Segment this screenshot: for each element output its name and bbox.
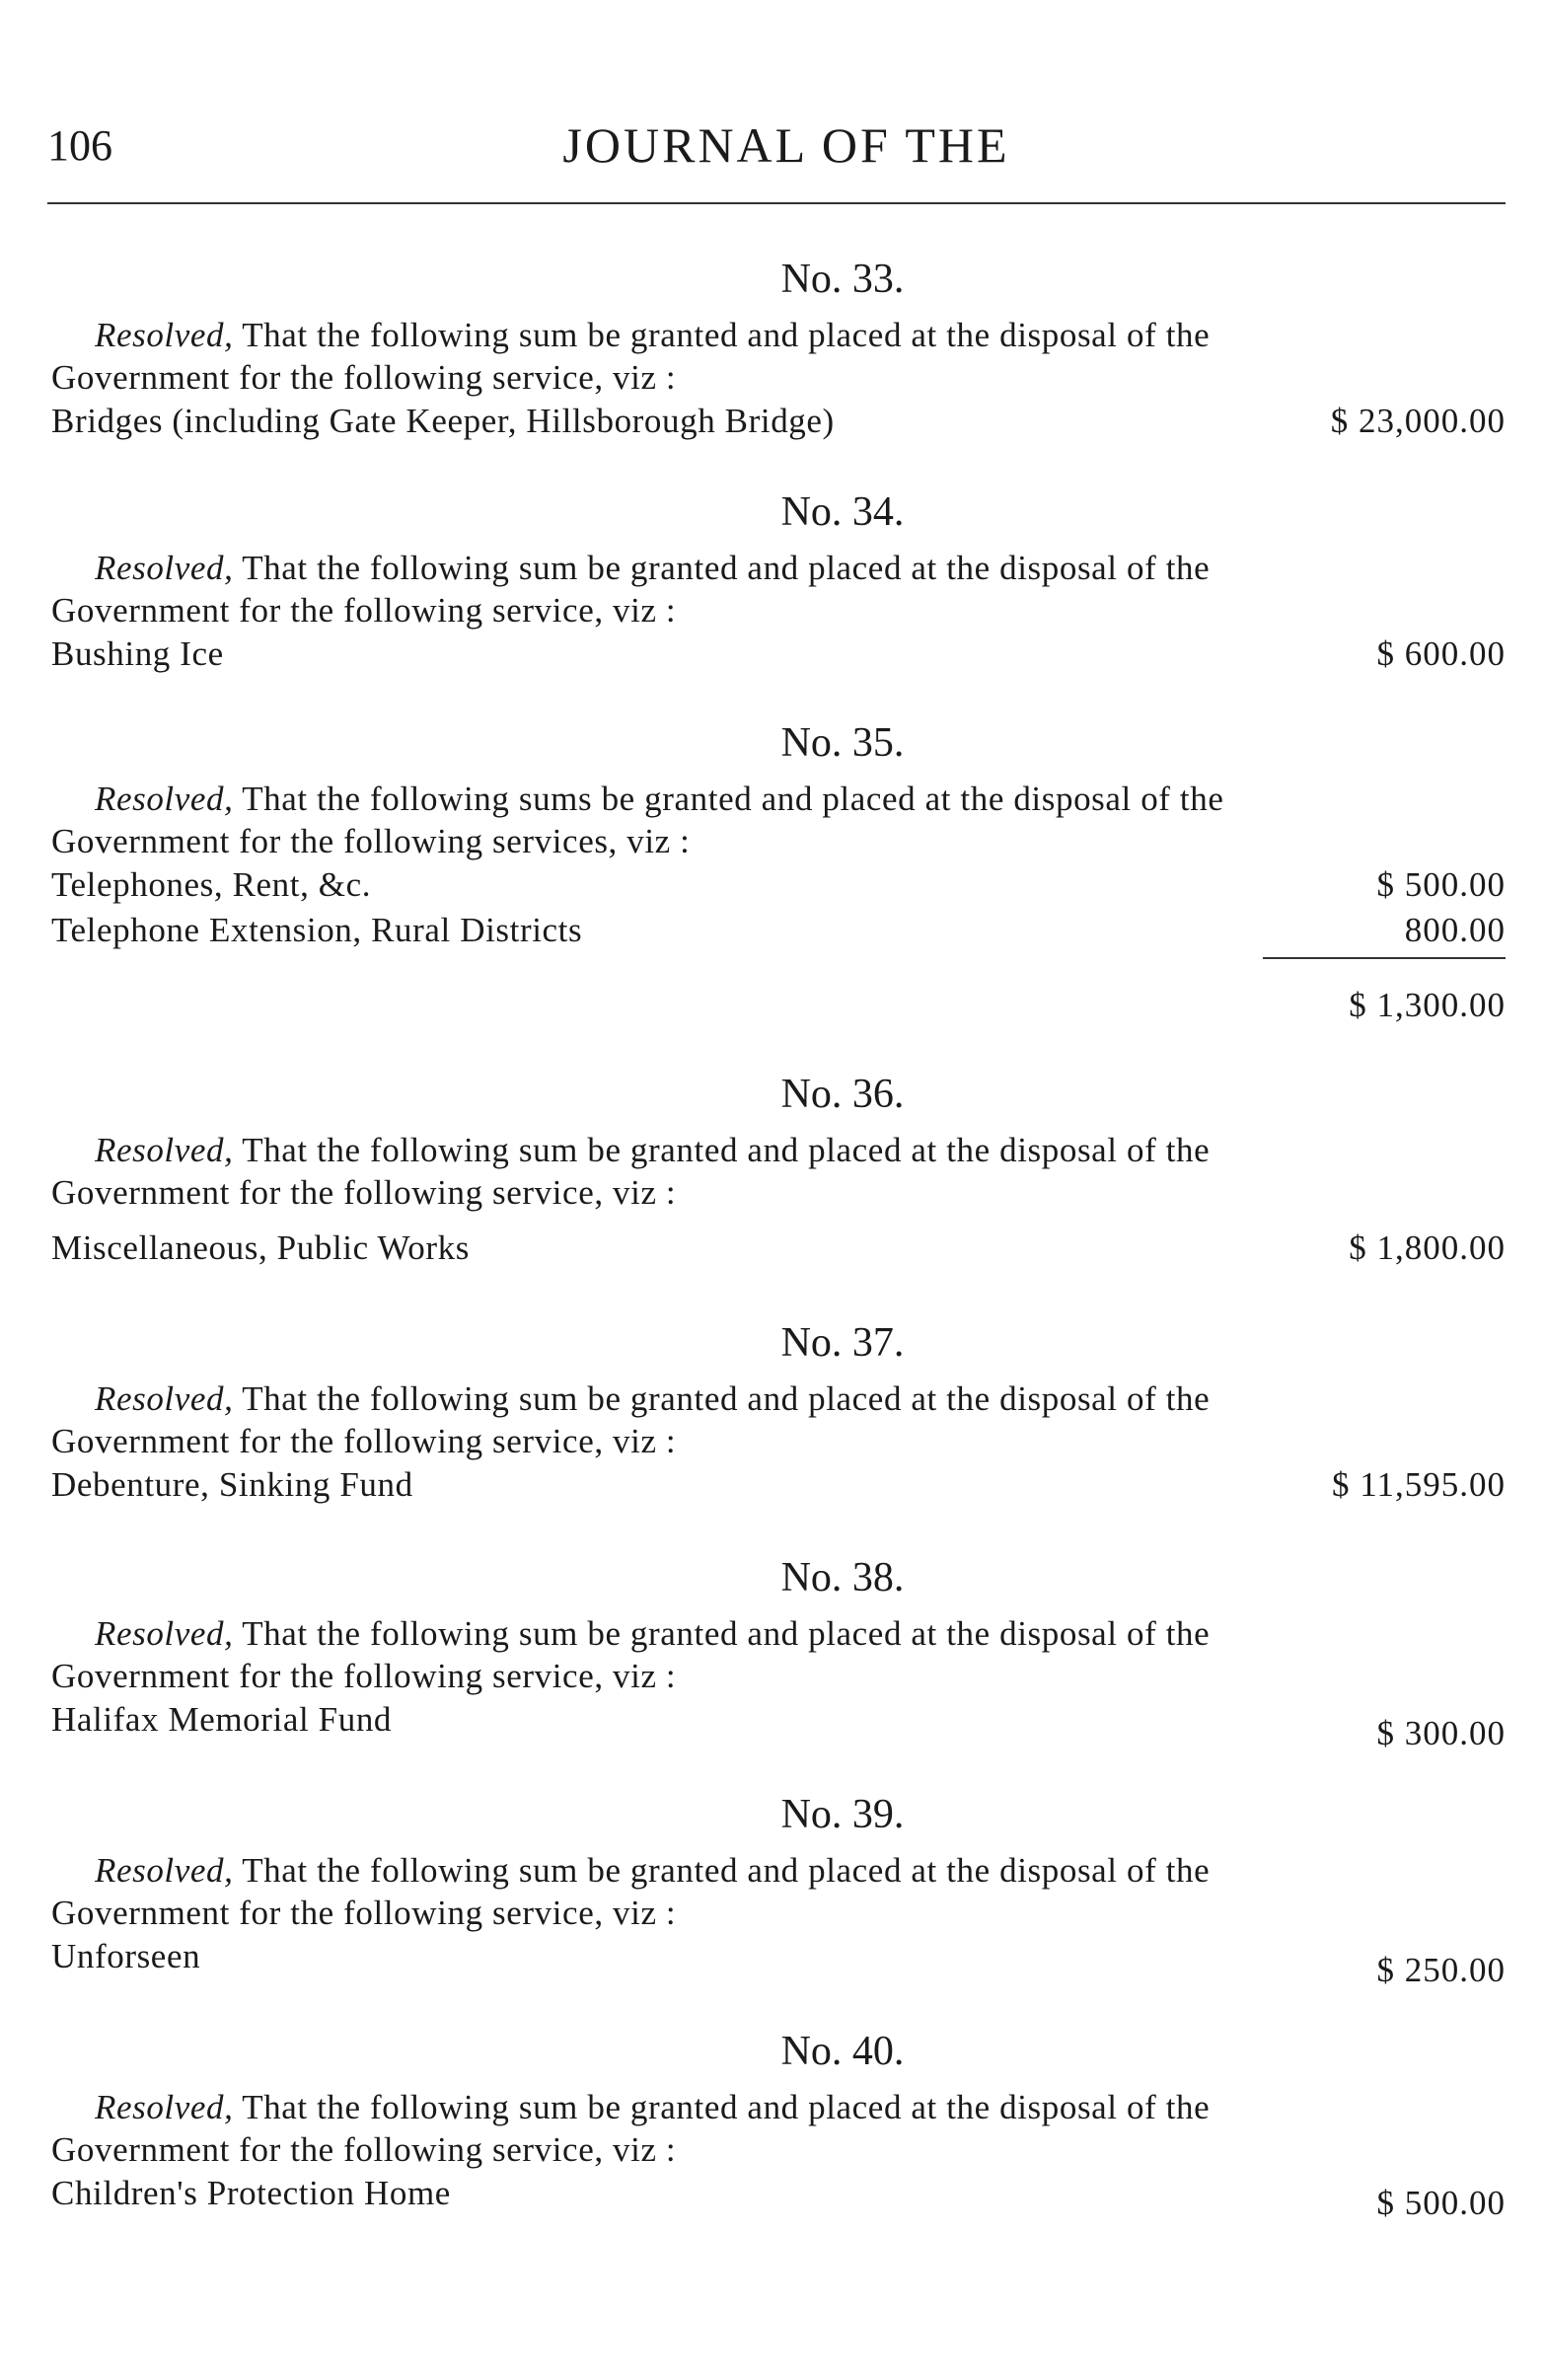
resolution-body: That the following sum be granted and placed at the disposal of the Government for the following service, viz : [51,2088,1211,2169]
item-amount: $ 11,595.00 [1332,1465,1506,1504]
resolution-body: That the following sum be granted and placed at the disposal of the Government for the following service, viz : [51,549,1211,630]
resolution-34 [51,487,1506,677]
item-label: Bridges (including Gate Keeper, Hillsborough Bridge) [51,402,835,440]
item-label: Debenture, Sinking Fund [51,1465,413,1504]
item-label: Halifax Memorial Fund [51,1700,393,1739]
resolution-37 [51,1318,1506,1508]
item-label: Children's Protection Home [51,2174,451,2212]
sum-rule [1263,957,1506,959]
resolution-38 [51,1553,1506,1756]
resolution-text [51,1377,1506,1462]
item-amount: $ 300.00 [1376,1714,1506,1752]
resolution-text [51,1849,1506,1934]
resolution-body: That the following sum be granted and placed at the disposal of the Government for the following service, viz : [51,1614,1211,1695]
item-amount: $ 600.00 [1376,634,1506,673]
resolution-number: No. 40. [780,2029,905,2074]
item-amount: $ 500.00 [1376,2184,1506,2222]
appropriation-item [51,908,1506,953]
resolution-text [51,547,1506,632]
resolution-40 [51,2027,1506,2230]
resolution-number: No. 34. [780,489,905,535]
resolution-text [51,1612,1506,1697]
total-row [51,981,1506,1030]
resolved-label: Resolved, [95,1851,234,1890]
resolved-label: Resolved, [95,316,234,354]
appropriation-item [51,1462,1506,1508]
header-rule [47,202,1506,204]
resolved-label: Resolved, [95,780,234,818]
resolution-body: That the following sum be granted and placed at the disposal of the Government for the following service, viz : [51,1851,1211,1932]
resolution-body: That the following sum be granted and placed at the disposal of the Government for the following service, viz : [51,1379,1211,1460]
appropriation-item [51,632,1506,677]
item-amount: $ 1,800.00 [1349,1228,1506,1267]
resolution-text [51,314,1506,399]
resolution-35 [51,718,1506,1030]
item-label: Unforseen [51,1937,201,1975]
resolved-label: Resolved, [95,2088,234,2126]
appropriation-item [51,1226,1506,1271]
resolution-39 [51,1790,1506,1993]
page-header [47,116,1506,186]
resolution-number: No. 33. [780,257,905,302]
appropriation-item [51,862,1506,908]
item-label: Bushing Ice [51,634,224,673]
resolved-label: Resolved, [95,1614,234,1653]
resolution-number: No. 36. [780,1072,905,1117]
appropriation-item [51,1697,1506,1756]
item-amount: $ 250.00 [1376,1951,1506,1989]
total-amount: $ 1,300.00 [1349,986,1506,1024]
resolution-text [51,778,1506,862]
resolved-label: Resolved, [95,1379,234,1418]
resolution-body: That the following sum be granted and placed at the disposal of the Government for the following service, viz : [51,316,1211,397]
item-label: Telephones, Rent, &c. [51,865,372,904]
resolution-number: No. 39. [780,1792,905,1837]
appropriation-item [51,1934,1506,1993]
resolved-label: Resolved, [95,1131,234,1169]
resolution-33 [51,255,1506,444]
resolution-text [51,1129,1506,1214]
running-title: JOURNAL OF THE [562,117,1010,173]
resolution-body: That the following sum be granted and placed at the disposal of the Government for the following service, viz : [51,1131,1211,1212]
resolution-number: No. 38. [780,1555,905,1600]
item-label: Miscellaneous, Public Works [51,1228,470,1267]
resolution-36 [51,1070,1506,1271]
appropriation-item [51,399,1506,444]
page-number: 106 [47,121,112,170]
item-label: Telephone Extension, Rural Districts [51,911,583,949]
appropriation-item [51,2171,1506,2230]
resolution-number: No. 35. [780,720,905,766]
item-amount: $ 23,000.00 [1330,402,1506,440]
resolution-body: That the following sums be granted and placed at the disposal of the Government for the following services, viz : [51,780,1224,860]
resolution-text [51,2086,1506,2171]
item-amount: $ 500.00 [1376,865,1506,904]
item-amount: 800.00 [1404,911,1506,949]
resolved-label: Resolved, [95,549,234,587]
resolution-number: No. 37. [780,1320,905,1366]
